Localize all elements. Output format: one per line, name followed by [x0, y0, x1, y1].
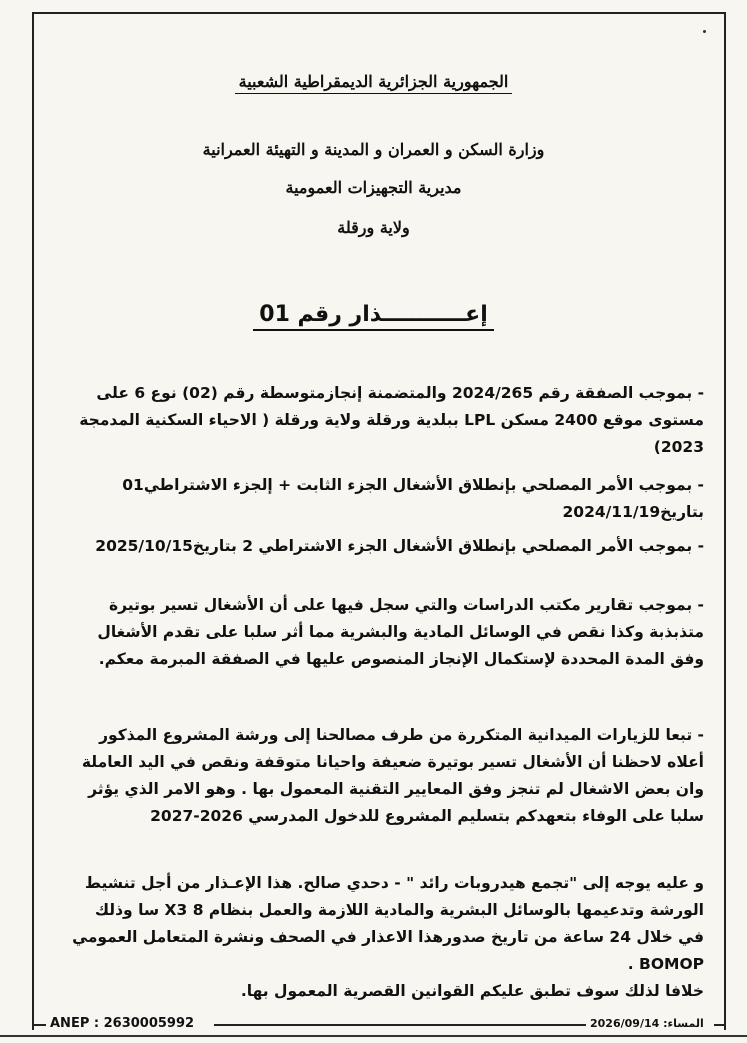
bottom-edge-line — [0, 1035, 747, 1037]
ministry-heading: وزارة السكن و العمران و المدينة و التهيئة العمرانية — [202, 140, 545, 159]
paragraph-study-reports-text: - بموجب تقارير مكتب الدراسات والتي سجل فيها على أن الأشغال تسير بوتيرة متذبذبة وكذا نقص في الوسائل المادية والبشرية مما أثر سلبا على تقدم الأشغال وفق المدة المحددة لإستكمال الإنجاز المنصوص عليها في الصفقة المبرمة معكم. — [97, 596, 704, 668]
directorate-heading: مديرية التجهيزات العمومية — [285, 178, 462, 197]
anep-reference: ANEP : 2630005992 — [46, 1016, 198, 1031]
wilaya-heading: ولاية ورقلة — [337, 218, 410, 237]
paragraph-service-order-1-text: - بموجب الأمر المصلحي بإنطلاق الأشغال الجزء الثابت + إلجزء الاشتراطي01 بتاريخ2024/11/19 — [122, 476, 704, 521]
republic-heading — [0, 72, 747, 91]
paragraph-site-visits — [64, 722, 704, 830]
paragraph-study-reports — [60, 592, 704, 673]
footer-rule-middle — [214, 1024, 588, 1026]
paragraph-notice-body — [64, 870, 704, 1005]
paragraph-consequence-text: خلافا لذلك سوف تطبق عليكم القوانين القصرية المعمول بها. — [240, 982, 704, 1000]
notice-title — [0, 302, 747, 327]
paragraph-contract-text: - بموجب الصفقة رقم 2024/265 والمتضمنة إنجازمتوسطة رقم (02) نوع 6 على مستوى موقع 2400 مسكن LPL ببلدية ورقلة ولاية ورقلة ( الاحياء السكنية المدمجة 2023) — [79, 384, 704, 456]
notice-title-text: إعـــــــــــذار رقم 01 — [253, 302, 493, 331]
paragraph-service-order-2-text: - بموجب الأمر المصلحي بإنطلاق الأشغال الجزء الاشتراطي 2 بتاريخ2025/10/15 — [95, 537, 704, 555]
publication-date: المساء: 2026/09/14 — [586, 1017, 708, 1030]
scan-speck — [703, 30, 706, 33]
footer-rule-right — [714, 1024, 724, 1026]
paragraph-site-visits-text: - تبعا للزيارات الميدانية المتكررة من طرف مصالحنا إلى ورشة المشروع المذكور أعلاه لاحظنا أن الأشغال تسير بوتيرة ضعيفة واحيانا متوقفة ونقص في اليد العاملة وان بعض الاشغال لم تنجز وفق المعايير التقنية المعمول بها . وهو الامر الذي يؤثر سلبا على الوفاء بتعهدكم بتسليم المشروع للدخول المدرسي 2026-2027 — [81, 726, 704, 825]
paragraph-contract — [72, 380, 704, 461]
republic-heading-text: الجمهورية الجزائرية الديمقراطية الشعبية — [235, 72, 513, 94]
paragraph-service-order-2 — [72, 533, 704, 560]
paragraph-service-order-1 — [72, 472, 704, 526]
paragraph-notice-body-text: و عليه يوجه إلى "تجمع هيدروبات رائد " - دحدي صالح. هذا الإعـذار من أجل تنشيط الورشة وتدعيمها بالوسائل البشرية والمادية اللازمة والعمل بنظام 8 X3 سا وذلك في خلال 24 ساعة من تاريخ صدورهذا الاعذار في الصحف ونشرة المتعامل العمومي BOMOP . — [72, 874, 704, 973]
